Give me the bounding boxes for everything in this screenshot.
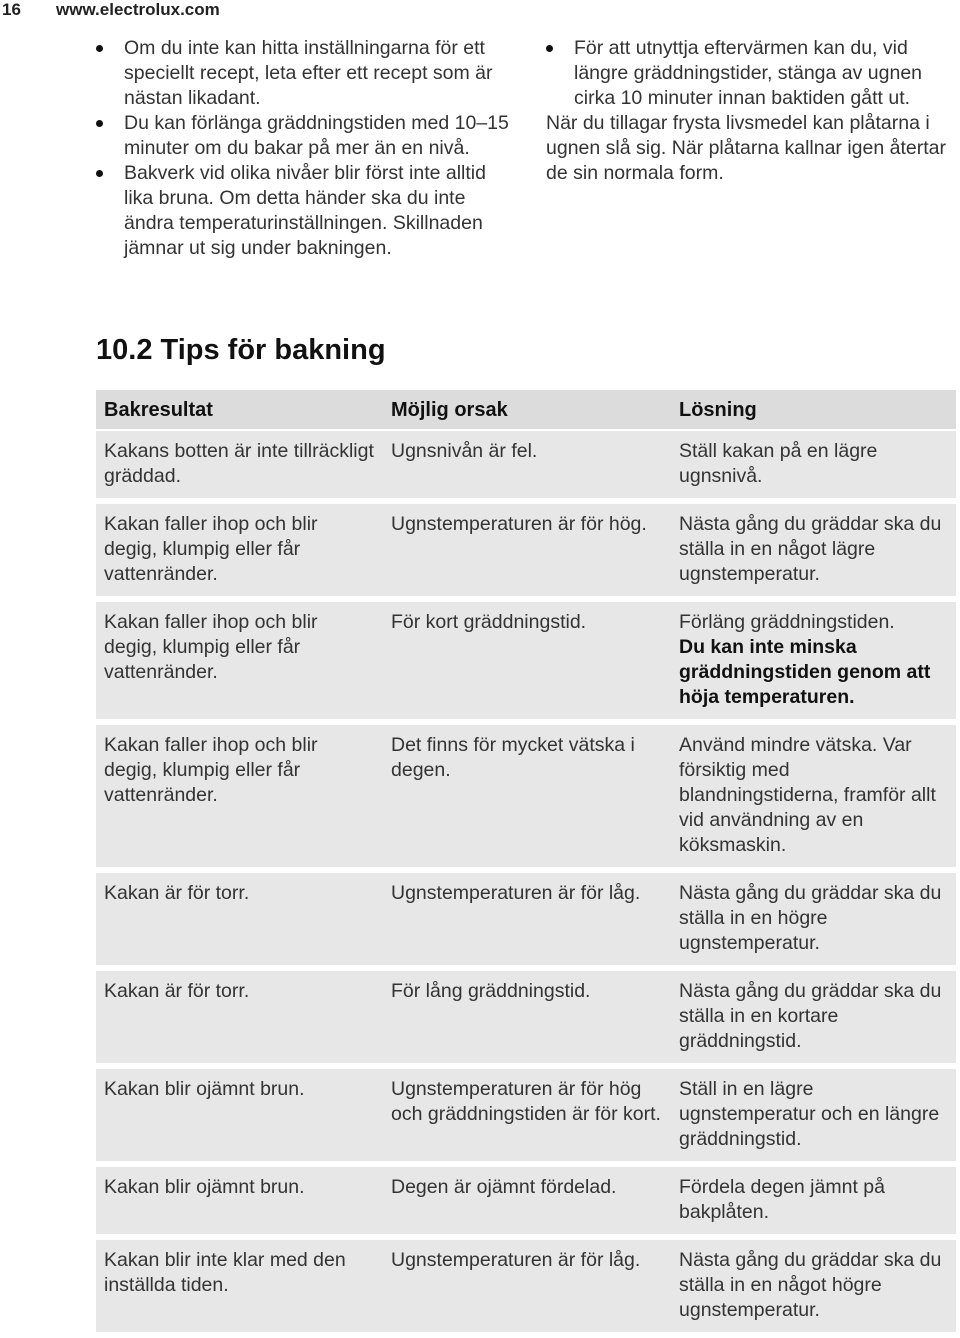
header-bakresultat: Bakresultat — [96, 390, 383, 430]
solution-text: Ställ in en lägre ugnstemperatur och en längre gräddningstid. — [679, 1078, 940, 1150]
cell-result: Kakan faller ihop och blir degig, klumpig eller får vattenränder. — [96, 722, 383, 870]
page-number: 16 — [2, 0, 21, 19]
cell-result: Kakan faller ihop och blir degig, klumpig eller får vattenränder. — [96, 501, 383, 599]
table-row — [96, 722, 956, 870]
cell-result: Kakans botten är inte tillräckligt gräddad. — [96, 430, 383, 501]
right-column — [546, 36, 956, 186]
cell-cause: Ugnstemperaturen är för låg. — [383, 870, 671, 968]
cell-solution — [671, 1066, 956, 1164]
table-row — [96, 968, 956, 1066]
solution-text: Nästa gång du gräddar ska du ställa in en något högre ugnstemperatur. — [679, 1249, 942, 1321]
list-item: Du kan förlänga gräddningstiden med 10–15 minuter om du bakar på mer än en nivå. — [96, 111, 516, 161]
cell-cause: För kort gräddningstid. — [383, 599, 671, 722]
list-item: För att utnyttja eftervärmen kan du, vid längre gräddningstider, stänga av ugnen cirka 10 minuter innan baktiden gått ut. — [546, 36, 956, 111]
cell-cause: Ugnstemperaturen är för hög och gräddningstiden är för kort. — [383, 1066, 671, 1164]
cell-cause: Degen är ojämnt fördelad. — [383, 1164, 671, 1237]
cell-result: Kakan är för torr. — [96, 968, 383, 1066]
cell-solution — [671, 1164, 956, 1237]
table-row — [96, 501, 956, 599]
table-row — [96, 870, 956, 968]
cell-cause: Ugnsnivån är fel. — [383, 430, 671, 501]
table-row — [96, 430, 956, 501]
table-row — [96, 599, 956, 722]
table-header-row — [96, 390, 956, 430]
right-bullet-list — [546, 36, 956, 111]
cell-cause: Ugnstemperaturen är för hög. — [383, 501, 671, 599]
cell-cause: Ugnstemperaturen är för låg. — [383, 1237, 671, 1335]
table-row — [96, 1066, 956, 1164]
cell-solution — [671, 870, 956, 968]
baking-tips-table — [96, 390, 956, 1338]
list-item: Om du inte kan hitta inställningarna för ett speciellt recept, leta efter ett recept som är nästan likadant. — [96, 36, 516, 111]
cell-solution — [671, 599, 956, 722]
frozen-food-paragraph: När du tillagar frysta livsmedel kan plåtarna i ugnen slå sig. När plåtarna kallnar igen återtar de sin normala form. — [546, 112, 946, 184]
header-losning: Lösning — [671, 390, 956, 430]
cell-result: Kakan faller ihop och blir degig, klumpig eller får vattenränder. — [96, 599, 383, 722]
site-url[interactable]: www.electrolux.com — [56, 0, 220, 19]
section-number: 10.2 — [96, 334, 153, 366]
cell-cause: Det finns för mycket vätska i degen. — [383, 722, 671, 870]
solution-text: Nästa gång du gräddar ska du ställa in en något lägre ugnstemperatur. — [679, 513, 942, 585]
solution-text: Fördela degen jämnt på bakplåten. — [679, 1176, 885, 1223]
page-header — [0, 0, 220, 20]
cell-solution — [671, 501, 956, 599]
cell-solution — [671, 722, 956, 870]
left-column — [96, 36, 516, 261]
solution-warning: Du kan inte minska gräddningstiden genom att höja temperaturen. — [679, 636, 931, 708]
cell-solution — [671, 430, 956, 501]
cell-solution — [671, 968, 956, 1066]
left-bullet-list — [96, 36, 516, 261]
cell-result: Kakan blir inte klar med den inställda tiden. — [96, 1237, 383, 1335]
list-item: Bakverk vid olika nivåer blir först inte alltid lika bruna. Om detta händer ska du inte ändra temperaturinställningen. Skillnaden jämnar ut sig under bakningen. — [96, 161, 516, 261]
solution-text: Ställ kakan på en lägre ugnsnivå. — [679, 440, 878, 487]
section-title — [96, 332, 386, 368]
cell-cause: För lång gräddningstid. — [383, 968, 671, 1066]
cell-result: Kakan blir ojämnt brun. — [96, 1164, 383, 1237]
table-row — [96, 1237, 956, 1335]
solution-text: Förläng gräddningstiden. — [679, 611, 895, 633]
solution-text: Nästa gång du gräddar ska du ställa in en kortare gräddningstid. — [679, 980, 942, 1052]
solution-text: Nästa gång du gräddar ska du ställa in en högre ugnstemperatur. — [679, 882, 942, 954]
cell-result: Kakan blir ojämnt brun. — [96, 1066, 383, 1164]
cell-result: Kakan är för torr. — [96, 870, 383, 968]
section-title-text: Tips för bakning — [152, 334, 386, 366]
table-row — [96, 1164, 956, 1237]
cell-solution — [671, 1237, 956, 1335]
solution-text: Använd mindre vätska. Var försiktig med blandningstiderna, framför allt vid användning av en köksmaskin. — [679, 734, 936, 856]
header-mojlig-orsak: Möjlig orsak — [383, 390, 671, 430]
